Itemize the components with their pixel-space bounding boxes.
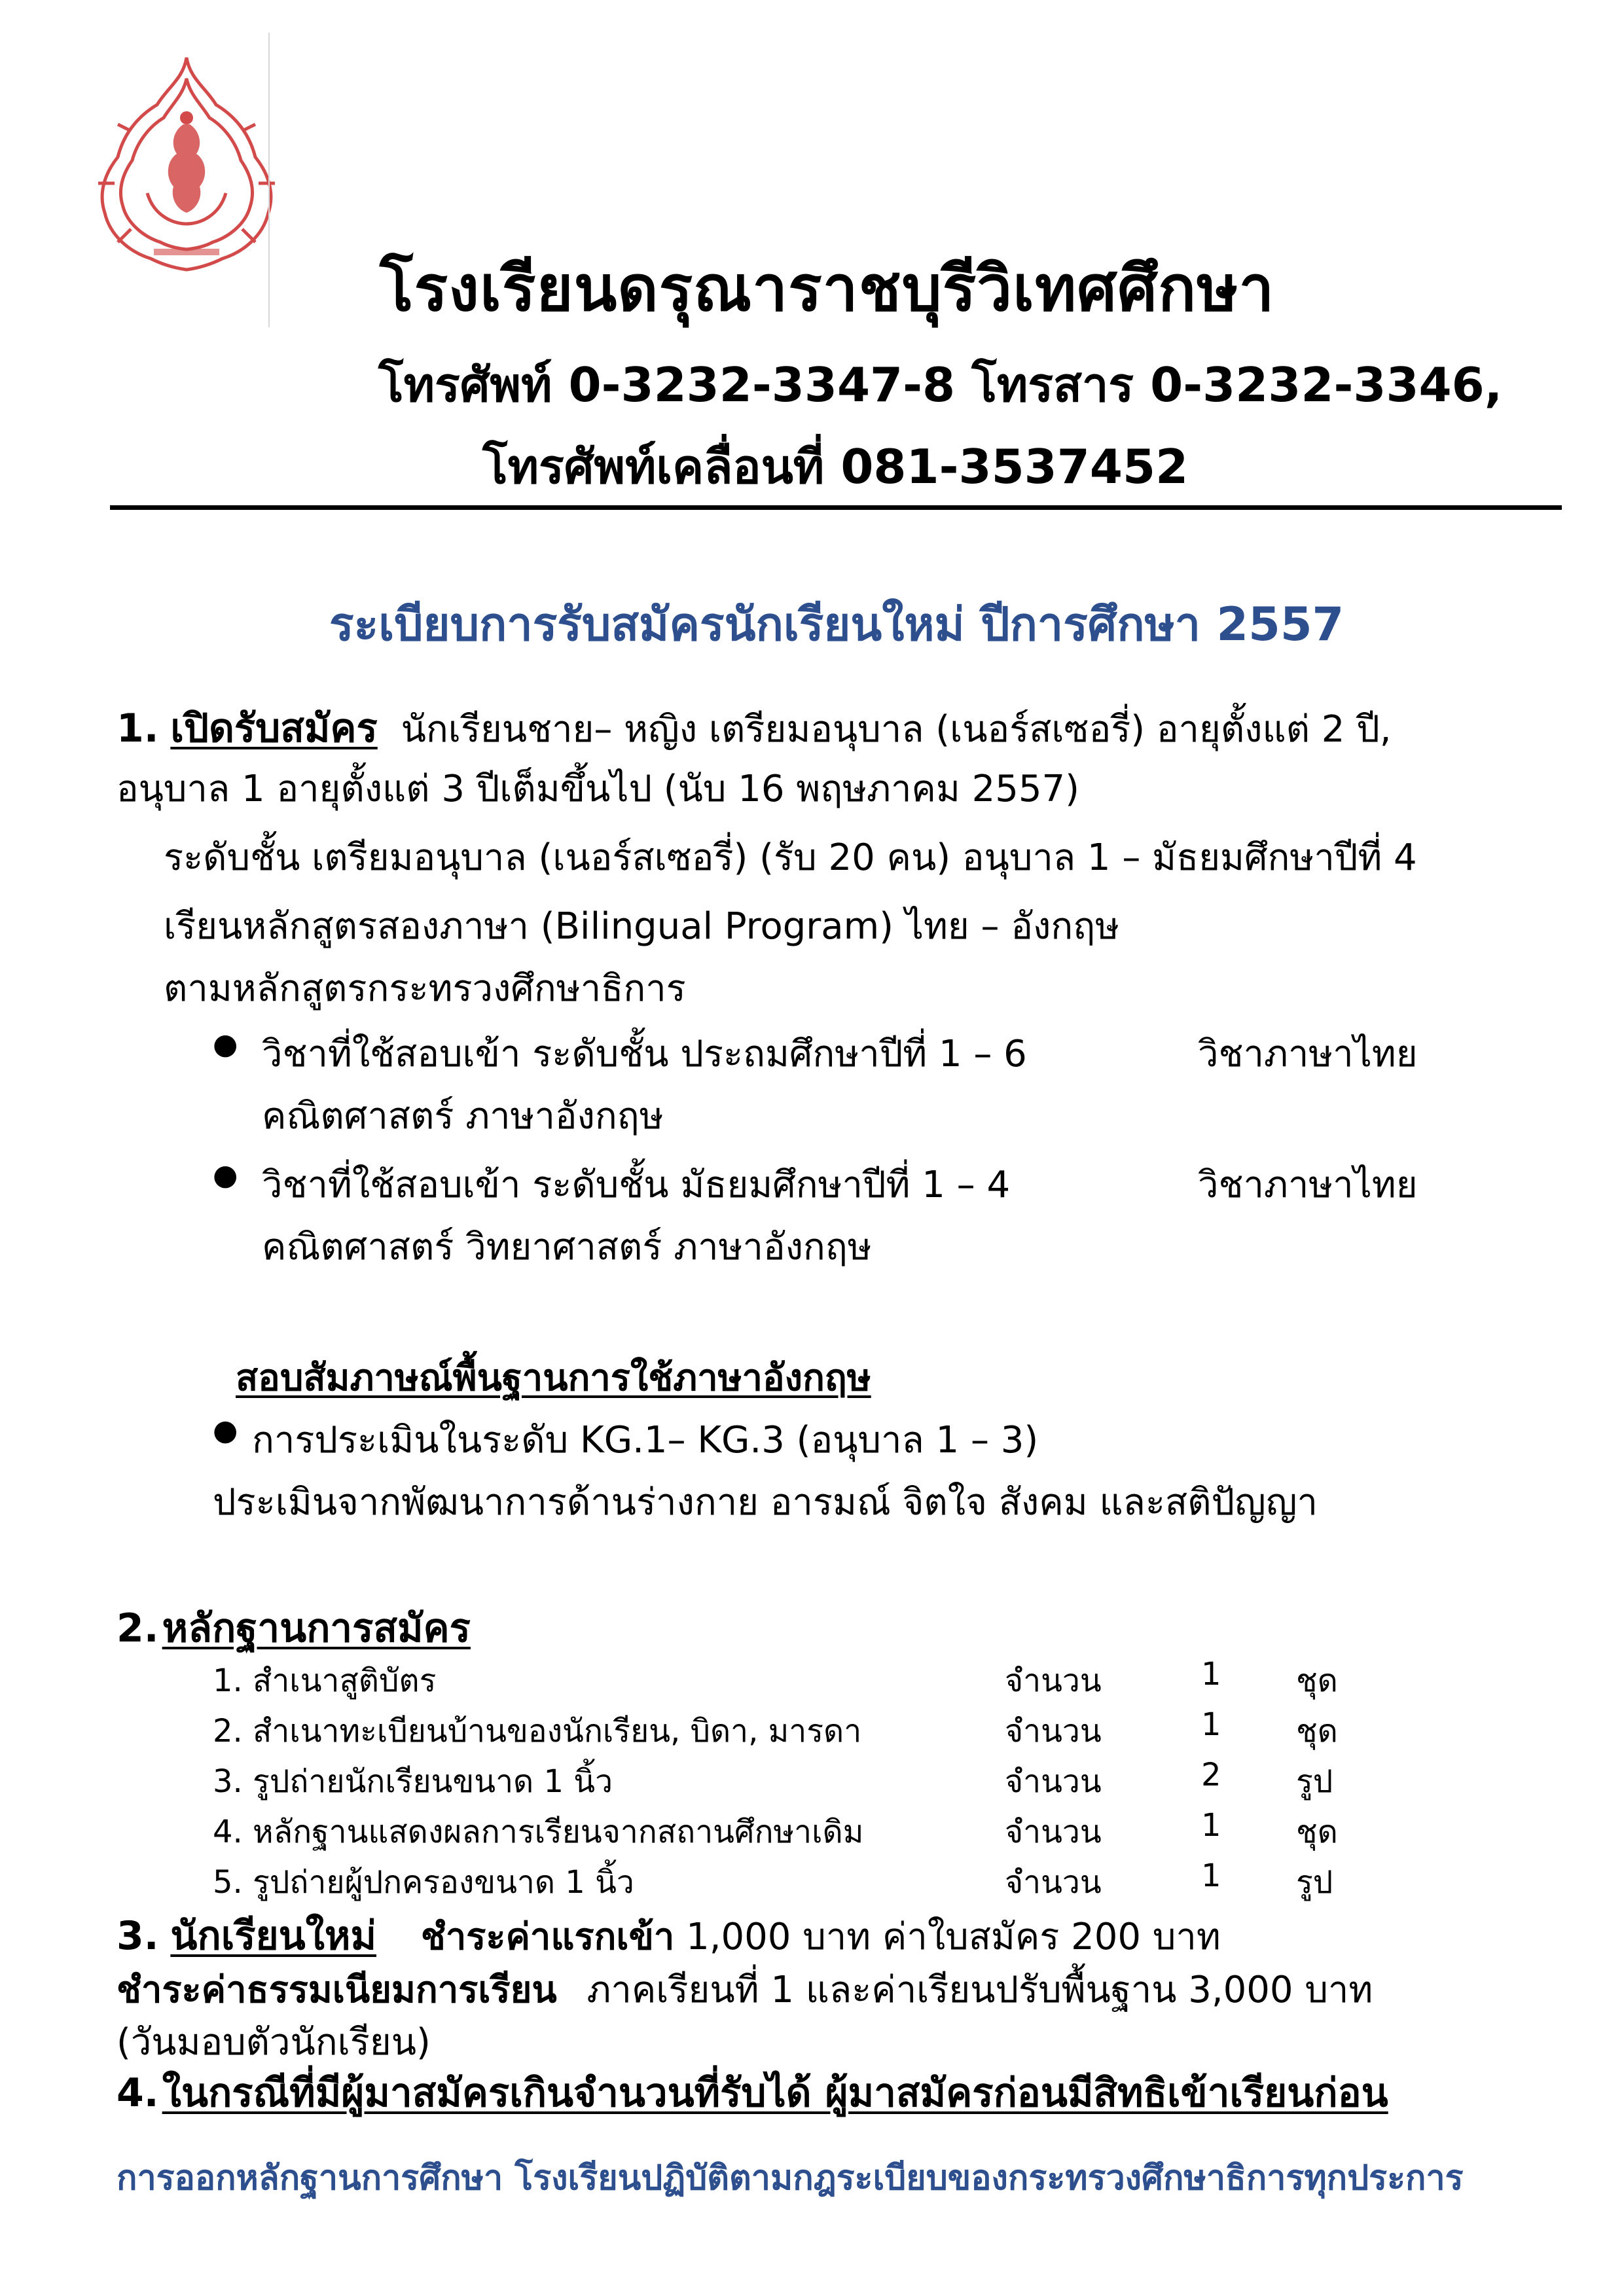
document-item-unit: รูป	[1296, 1763, 1333, 1800]
bullet-icon: ●	[213, 1158, 238, 1192]
school-mobile: โทรศัพท์เคลื่อนที่ 081-3537452	[482, 439, 1189, 494]
section3-tuition-label: ชำระค่าธรรมเนียมการเรียน	[117, 1969, 557, 2011]
document-item-name: 5. รูปถ่ายผู้ปกครองขนาด 1 นิ้ว	[213, 1864, 634, 1901]
bullet-icon: ●	[213, 1414, 238, 1447]
bullet-icon: ●	[213, 1028, 238, 1061]
document-item-unit: ชุด	[1296, 1814, 1338, 1850]
section1-line4: เรียนหลักสูตรสองภาษา (Bilingual Program) ไทย – อังกฤษ	[164, 905, 1120, 948]
document-item-unit: ชุด	[1296, 1713, 1338, 1749]
section4-number: 4.	[117, 2070, 159, 2116]
section3-note: (วันมอบตัวนักเรียน)	[117, 2021, 431, 2064]
exam-item-left: วิชาที่ใช้สอบเข้า ระดับชั้น มัธยมศึกษาปีที่ 1 – 4	[262, 1164, 1011, 1206]
document-item-label: จำนวน	[1005, 1713, 1102, 1749]
interview-heading: สอบสัมภาษณ์พื้นฐานการใช้ภาษาอังกฤษ	[236, 1357, 871, 1399]
section1-line3: ระดับชั้น เตรียมอนุบาล (เนอร์สเซอรี่) (รับ 20 คน) อนุบาล 1 – มัธยมศึกษาปีที่ 4	[164, 836, 1417, 879]
exam-item-cont: คณิตศาสตร์ วิทยาศาสตร์ ภาษาอังกฤษ	[262, 1226, 872, 1268]
section2-heading-row	[117, 1597, 471, 1659]
section3-fee-text: 1,000 บาท ค่าใบสมัคร 200 บาท	[686, 1916, 1221, 1958]
document-item-qty: 1	[1201, 1706, 1221, 1743]
section3-heading: นักเรียนใหม่	[170, 1913, 377, 1959]
section3-line2	[117, 1960, 1373, 2018]
document-item-name: 2. สำเนาทะเบียนบ้านของนักเรียน, บิดา, มารดา	[213, 1713, 862, 1749]
document-title: ระเบียบการรับสมัครนักเรียนใหม่ ปีการศึกษา 2557	[329, 598, 1344, 651]
section3-line1	[117, 1905, 1221, 1967]
exam-item-left: วิชาที่ใช้สอบเข้า ระดับชั้น ประถมศึกษาปีที่ 1 – 6	[262, 1033, 1027, 1075]
interview-bullet: การประเมินในระดับ KG.1– KG.3 (อนุบาล 1 – 3)	[252, 1419, 1039, 1462]
school-name: โรงเรียนดรุณาราชบุรีวิเทศศึกษา	[380, 252, 1275, 325]
section1-line2: อนุบาล 1 อายุตั้งแต่ 3 ปีเต็มขึ้นไป (นับ 16 พฤษภาคม 2557)	[117, 768, 1079, 810]
section3-number: 3.	[117, 1913, 159, 1959]
section1-number: 1.	[117, 706, 159, 751]
school-phone-fax: โทรศัพท์ 0-3232-3347-8 โทรสาร 0-3232-3346,	[378, 357, 1503, 412]
document-item-name: 1. สำเนาสูติบัตร	[213, 1662, 437, 1699]
section1-line5: ตามหลักสูตรกระทรวงศึกษาธิการ	[164, 967, 686, 1010]
section2-number: 2.	[117, 1605, 159, 1651]
interview-line: ประเมินจากพัฒนาการด้านร่างกาย อารมณ์ จิตใจ สังคม และสติปัญญา	[213, 1481, 1318, 1524]
document-item-qty: 2	[1201, 1757, 1221, 1793]
section4-line	[117, 2062, 1388, 2124]
document-item-name: 3. รูปถ่ายนักเรียนขนาด 1 นิ้ว	[213, 1763, 613, 1800]
school-emblem-icon	[92, 52, 281, 275]
document-item-qty: 1	[1201, 1807, 1221, 1844]
header-divider	[110, 505, 1562, 510]
footer-note: การออกหลักฐานการศึกษา โรงเรียนปฏิบัติตามกฎระเบียบของกระทรวงศึกษาธิการทุกประการ	[117, 2159, 1464, 2198]
document-item-label: จำนวน	[1005, 1662, 1102, 1699]
section2-heading: หลักฐานการสมัคร	[162, 1605, 471, 1651]
section4-text: ในกรณีที่มีผู้มาสมัครเกินจำนวนที่รับได้ ผู้มาสมัครก่อนมีสิทธิเข้าเรียนก่อน	[162, 2070, 1388, 2116]
document-item-label: จำนวน	[1005, 1864, 1102, 1901]
section1-line1	[117, 697, 1392, 759]
section3-tuition-text: ภาคเรียนที่ 1 และค่าเรียนปรับพื้นฐาน 3,000 บาท	[586, 1969, 1373, 2011]
exam-item-right: วิชาภาษาไทย	[1198, 1164, 1418, 1206]
document-item-qty: 1	[1201, 1857, 1221, 1894]
document-item-label: จำนวน	[1005, 1814, 1102, 1850]
header-divider-vertical	[268, 33, 270, 327]
document-item-qty: 1	[1201, 1656, 1221, 1693]
section3-fee-label: ชำระค่าแรกเข้า	[420, 1916, 675, 1958]
document-item-name: 4. หลักฐานแสดงผลการเรียนจากสถานศึกษาเดิม	[213, 1814, 864, 1850]
exam-item-right: วิชาภาษาไทย	[1198, 1033, 1418, 1075]
section1-heading: เปิดรับสมัคร	[170, 706, 378, 751]
section1-intro: นักเรียนชาย– หญิง เตรียมอนุบาล (เนอร์สเซอรี่) อายุตั้งแต่ 2 ปี,	[401, 708, 1392, 751]
document-item-label: จำนวน	[1005, 1763, 1102, 1800]
document-item-unit: ชุด	[1296, 1662, 1338, 1699]
document-item-unit: รูป	[1296, 1864, 1333, 1901]
exam-item-cont: คณิตศาสตร์ ภาษาอังกฤษ	[262, 1095, 664, 1138]
